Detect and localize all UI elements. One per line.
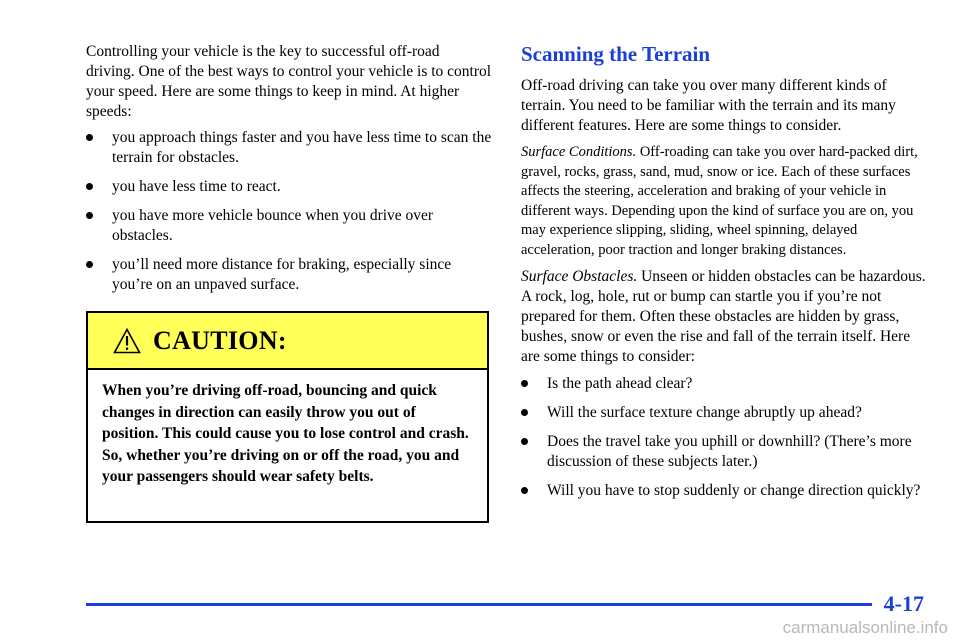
terrain-intro-paragraph: Off-road driving can take you over many different kinds of terrain. You need to be familiar with the terrain and its many different features. Here are some things to consider. [521, 77, 896, 134]
warning-triangle-icon [113, 328, 141, 354]
list-item: Will you have to stop suddenly or change direction quickly? [521, 481, 929, 501]
caution-header [88, 313, 487, 370]
bullet-icon [86, 261, 93, 268]
speed-bullet-list [86, 128, 492, 295]
intro-paragraph: Controlling your vehicle is the key to successful off-road driving. One of the best ways to control your vehicle is to control your speed. Here are some things to keep in mind. At higher speeds: [86, 43, 492, 120]
list-item: you have less time to react. [86, 177, 492, 197]
list-item: you approach things faster and you have less time to scan the terrain for obstacles. [86, 128, 492, 168]
surface-conditions-label: Surface Conditions. [521, 144, 637, 160]
section-heading: Scanning the Terrain [521, 42, 711, 66]
surface-obstacles-label: Surface Obstacles. [521, 268, 638, 285]
right-column [521, 42, 929, 510]
bullet-icon [86, 134, 93, 141]
footer-rule [86, 603, 872, 606]
left-column [86, 42, 492, 304]
caution-body: When you’re driving off-road, bouncing and quick changes in direction can easily throw you out of position. This could cause you to lose control and crash. So, whether you’re driving on or off the road, you and your passengers should wear safety belts. [102, 382, 469, 485]
surface-conditions-text: Off-roading can take you over hard-packed dirt, gravel, rocks, grass, sand, mud, snow or ice. Each of these surfaces affects the steering, acceleration and braking of your vehicle in different ways. Depending upon the kind of surface you are on, you may experience slipping, sliding, wheel spinning, delayed acceleration, poor traction and longer braking distances. [521, 144, 918, 258]
caution-title: CAUTION: [153, 325, 287, 355]
list-item: Does the travel take you uphill or downhill? (There’s more discussion of these subjects later.) [521, 432, 929, 472]
surface-obstacles-paragraph [521, 267, 929, 367]
watermark-text: carmanualsonline.info [782, 618, 948, 637]
list-item: Is the path ahead clear? [521, 374, 929, 394]
bullet-icon [521, 409, 528, 416]
bullet-icon [521, 380, 528, 387]
list-item: you’ll need more distance for braking, especially since you’re on an unpaved surface. [86, 255, 492, 295]
bullet-icon [521, 438, 528, 445]
surface-obstacles-text: Unseen or hidden obstacles can be hazardous. A rock, log, hole, rut or bump can startle you if you’re not prepared for them. Often these obstacles are hidden by grass, bushes, snow or even the rise and fall of the terrain itself. Here are some things to consider: [521, 268, 926, 365]
page-number: 4-17 [883, 591, 924, 616]
surface-conditions-paragraph [521, 143, 929, 260]
obstacle-bullet-list [521, 374, 929, 501]
list-item: Will the surface texture change abruptly up ahead? [521, 403, 929, 423]
caution-box [86, 311, 489, 523]
list-item: you have more vehicle bounce when you drive over obstacles. [86, 206, 492, 246]
bullet-icon [521, 487, 528, 494]
bullet-icon [86, 212, 93, 219]
bullet-icon [86, 183, 93, 190]
